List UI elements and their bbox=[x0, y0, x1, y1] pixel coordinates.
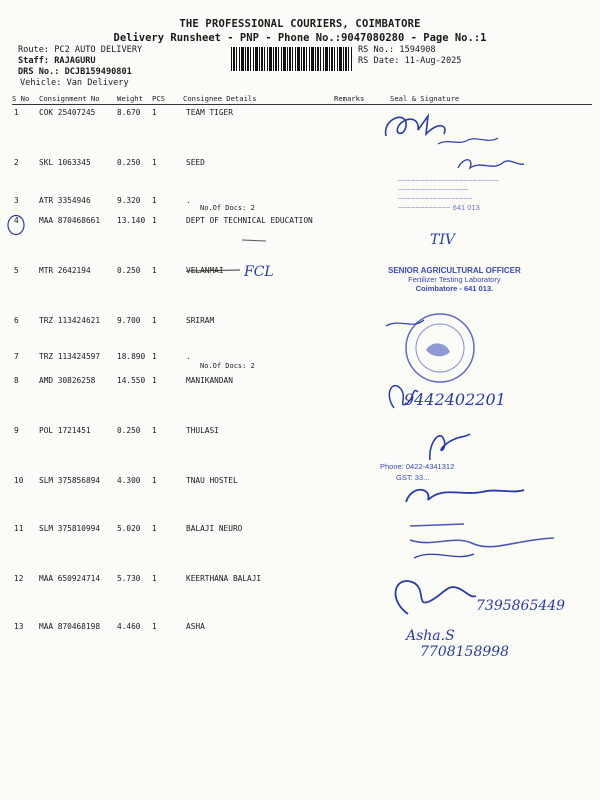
row-weight: 14.550 bbox=[117, 376, 146, 385]
row-sno: 5 bbox=[14, 266, 19, 275]
row-consignment-no: TRZ 113424597 bbox=[39, 352, 101, 361]
row-consignment-no: SLM 375856894 bbox=[39, 476, 101, 485]
remark-row5: FCL bbox=[244, 264, 274, 280]
row-pcs: 1 bbox=[152, 524, 157, 533]
row-consignment-no: AMD 30826258 bbox=[39, 376, 96, 385]
sign-row13: Asha.S bbox=[406, 628, 455, 644]
row-consignment-no: POL 1721451 bbox=[39, 426, 91, 435]
stamp-row9: Phone: 0422-4341312 bbox=[380, 462, 455, 471]
table-row bbox=[0, 426, 600, 440]
row-consignee: . bbox=[186, 196, 191, 205]
row-weight: 4.460 bbox=[117, 622, 141, 631]
row-docs-count: No.Of Docs: 2 bbox=[200, 362, 255, 370]
rs-date: RS Date: 11-Aug-2025 bbox=[358, 56, 462, 66]
drs-label: DRS No.: DCJB159490801 bbox=[18, 67, 132, 77]
table-header bbox=[0, 94, 600, 104]
col-pcs: PCS bbox=[152, 94, 165, 103]
stamp-row10: GST: 33... bbox=[396, 473, 430, 482]
row-consignment-no: SKL 1063345 bbox=[39, 158, 91, 167]
signature-row9 bbox=[420, 424, 480, 464]
row-weight: 4.300 bbox=[117, 476, 141, 485]
row-weight: 0.250 bbox=[117, 426, 141, 435]
row-consignee: MANIKANDAN bbox=[186, 376, 233, 385]
row-weight: 13.140 bbox=[117, 216, 146, 225]
table-row bbox=[0, 316, 600, 330]
row-consignee: THULASI bbox=[186, 426, 219, 435]
row-weight: 8.670 bbox=[117, 108, 141, 117]
stamp-line1: SENIOR AGRICULTURAL OFFICER bbox=[388, 266, 521, 275]
row-sno: 2 bbox=[14, 158, 19, 167]
row-consignee: BALAJI NEURO bbox=[186, 524, 243, 533]
row-weight: 0.250 bbox=[117, 266, 141, 275]
row-pcs: 1 bbox=[152, 574, 157, 583]
row-sno: 13 bbox=[14, 622, 24, 631]
row-consignee: ASHA bbox=[186, 622, 205, 631]
row-weight: 9.700 bbox=[117, 316, 141, 325]
staff-label: Staff: RAJAGURU bbox=[18, 56, 96, 66]
stamp-line3: Coimbatore - 641 013. bbox=[415, 284, 494, 293]
row-pcs: 1 bbox=[152, 622, 157, 631]
stamp-row5 bbox=[388, 266, 521, 293]
phone-row8: 9442402201 bbox=[404, 390, 506, 409]
row-sno: 12 bbox=[14, 574, 24, 583]
row-sno: 4 bbox=[14, 216, 19, 225]
row-pcs: 1 bbox=[152, 266, 157, 275]
row-consignee: TEAM TIGER bbox=[186, 108, 233, 117]
row-consignment-no: MAA 870468661 bbox=[39, 216, 101, 225]
row-pcs: 1 bbox=[152, 316, 157, 325]
barcode bbox=[231, 47, 353, 71]
row-pcs: 1 bbox=[152, 476, 157, 485]
col-consignee: Consignee Details bbox=[183, 94, 257, 103]
round-seal-stamp bbox=[380, 300, 490, 390]
row-docs-count: No.Of Docs: 2 bbox=[200, 204, 255, 212]
col-consignment: Consignment No bbox=[39, 94, 100, 103]
table-row bbox=[0, 376, 600, 390]
phone-row13: 7708158998 bbox=[420, 644, 510, 660]
row-sno: 6 bbox=[14, 316, 19, 325]
row-consignment-no: SLM 375810994 bbox=[39, 524, 101, 533]
row-consignee: DEPT OF TECHNICAL EDUCATION bbox=[186, 216, 313, 225]
table-row bbox=[0, 622, 600, 636]
row-sno: 7 bbox=[14, 352, 19, 361]
row-consignment-no: TRZ 113424621 bbox=[39, 316, 101, 325]
route-label: Route: PC2 AUTO DELIVERY bbox=[18, 45, 143, 55]
col-seal-signature: Seal & Signature bbox=[390, 94, 460, 103]
row-consignment-no: MAA 870468198 bbox=[39, 622, 101, 631]
runsheet-meta-left bbox=[18, 45, 142, 89]
row-pcs: 1 bbox=[152, 216, 157, 225]
row-consignment-no: MAA 650924714 bbox=[39, 574, 101, 583]
phone-row12: 7395865449 bbox=[476, 598, 566, 614]
row-weight: 5.020 bbox=[117, 524, 141, 533]
signature-row8 bbox=[382, 378, 422, 414]
row-pcs: 1 bbox=[152, 108, 157, 117]
table-row bbox=[0, 352, 600, 366]
company-title: THE PROFESSIONAL COURIERS, COIMBATORE bbox=[179, 18, 421, 30]
vehicle-label: Vehicle: Van Delivery bbox=[20, 78, 129, 88]
signature-row12 bbox=[388, 570, 478, 620]
stamp-row2: ~~~~~~~~~~~~~~~~~~~~~~~ ~~~~~~~~~~~~~~~~ ~~~~~~~~~~~~~~~~~ ~~~~~~~~~~~~ 641 013 bbox=[398, 176, 499, 212]
row-pcs: 1 bbox=[152, 196, 157, 205]
runsheet-subtitle: Delivery Runsheet - PNP - Phone No.:9047080280 - Page No.:1 bbox=[113, 32, 487, 44]
row-weight: 0.250 bbox=[117, 158, 141, 167]
col-sno: S No bbox=[12, 94, 30, 103]
row-weight: 9.320 bbox=[117, 196, 141, 205]
table-row bbox=[0, 574, 600, 588]
table-row bbox=[0, 216, 600, 230]
strike-velanmai bbox=[184, 267, 244, 275]
col-weight: Weight bbox=[117, 94, 143, 103]
row-consignee: TNAU HOSTEL bbox=[186, 476, 238, 485]
row-sno: 8 bbox=[14, 376, 19, 385]
runsheet-meta-right bbox=[358, 45, 461, 67]
remark-row4: TIV bbox=[430, 232, 455, 248]
row-consignee: SEED bbox=[186, 158, 205, 167]
row-consignee: SRIRAM bbox=[186, 316, 215, 325]
row-sno: 9 bbox=[14, 426, 19, 435]
row-pcs: 1 bbox=[152, 158, 157, 167]
header-rule bbox=[12, 104, 592, 105]
signature-row11 bbox=[404, 518, 564, 568]
signature-row2 bbox=[452, 154, 532, 176]
row-pcs: 1 bbox=[152, 426, 157, 435]
row-pcs: 1 bbox=[152, 376, 157, 385]
row-consignee: . bbox=[186, 352, 191, 361]
stamp-line2: Fertilizer Testing Laboratory bbox=[408, 275, 501, 284]
circled-row-4 bbox=[6, 214, 26, 236]
signature-row1 bbox=[378, 108, 518, 148]
row-consignee: KEERTHANA BALAJI bbox=[186, 574, 262, 583]
row-weight: 5.730 bbox=[117, 574, 141, 583]
row-sno: 10 bbox=[14, 476, 24, 485]
table-row bbox=[0, 196, 600, 210]
row-sno: 11 bbox=[14, 524, 24, 533]
signature-row10 bbox=[392, 474, 532, 514]
row-sno: 3 bbox=[14, 196, 19, 205]
row-consignee: VELANMAI bbox=[186, 266, 224, 275]
row-pcs: 1 bbox=[152, 352, 157, 361]
row-consignment-no: COK 25407245 bbox=[39, 108, 96, 117]
row-weight: 18.890 bbox=[117, 352, 146, 361]
row-sno: 1 bbox=[14, 108, 19, 117]
rs-number: RS No.: 1594908 bbox=[358, 45, 436, 55]
row-consignment-no: ATR 3354946 bbox=[39, 196, 91, 205]
row-consignment-no: MTR 2642194 bbox=[39, 266, 91, 275]
col-remarks: Remarks bbox=[334, 94, 365, 103]
dash-mark-row4 bbox=[240, 236, 270, 244]
